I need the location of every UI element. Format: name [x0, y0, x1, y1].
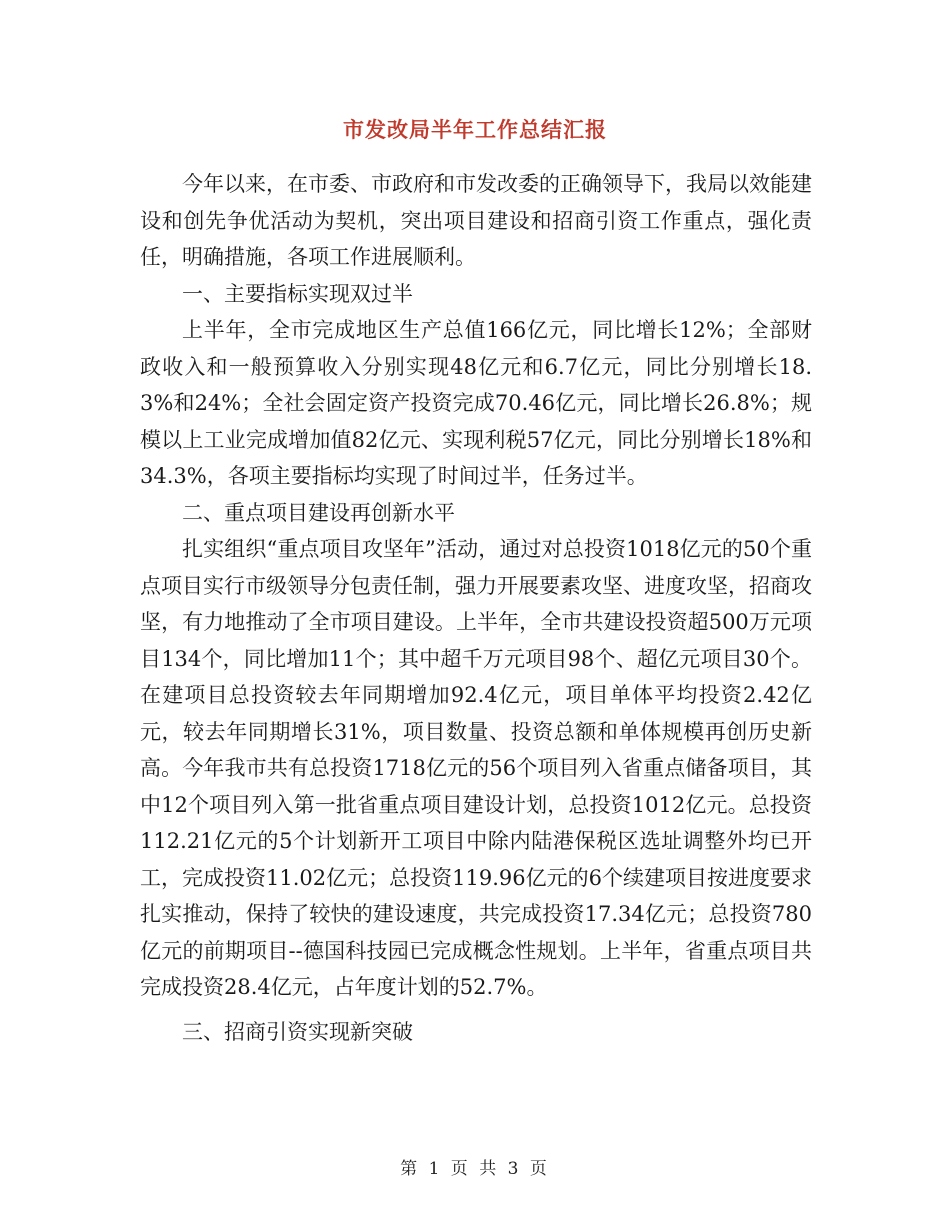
- section-heading-3: 三、招商引资实现新突破: [182, 1019, 413, 1044]
- intro-paragraph: 今年以来，在市委、市政府和市发改委的正确领导下，我局以效能建设和创先争优活动为契机，突出项目建设和招商引资工作重点，强化责任，明确措施，各项工作进展顺利。: [140, 172, 812, 269]
- section-body-2: 扎实组织“重点项目攻坚年”活动，通过对总投资1018亿元的50个重点项目实行市级领导分包责任制，强力开展要素攻坚、进度攻坚，招商攻坚，有力地推动了全市项目建设。上半年，全市共建设投资超500万元项目134个，同比增加11个；其中超千万元项目98个、超亿元项目30个。在建项目总投资较去年同期增加92.4亿元，项目单体平均投资2.42亿元，较去年同期增长31%，项目数量、投资总额和单体规模再创历史新高。今年我市共有总投资1718亿元的56个项目列入省重点储备项目，其中12个项目列入第一批省重点项目建设计划，总投资1012亿元。总投资112.21亿元的5个计划新开工项目中除内陆港保税区选址调整外均已开工，完成投资11.02亿元；总投资119.96亿元的6个续建项目按进度要求扎实推动，保持了较快的建设速度，共完成投资17.34亿元；总投资780亿元的前期项目--德国科技园已完成概念性规划。上半年，省重点项目共完成投资28.4亿元，占年度计划的52.7%。: [140, 537, 812, 999]
- section-heading-1: 一、主要指标实现双过半: [182, 281, 413, 306]
- page-number-footer: 第 1 页 共 3 页: [400, 1159, 550, 1179]
- document-body: [140, 166, 812, 1050]
- section-heading-2: 二、重点项目建设再创新水平: [182, 500, 455, 525]
- section-body-1: 上半年，全市完成地区生产总值166亿元，同比增长12%；全部财政收入和一般预算收入分别实现48亿元和6.7亿元，同比分别增长18.3%和24%；全社会固定资产投资完成70.46亿元，同比增长26.8%；规模以上工业完成增加值82亿元、实现利税57亿元，同比分别增长18%和34.3%，各项主要指标均实现了时间过半，任务过半。: [140, 318, 812, 488]
- document-title: 市发改局半年工作总结汇报: [343, 117, 607, 142]
